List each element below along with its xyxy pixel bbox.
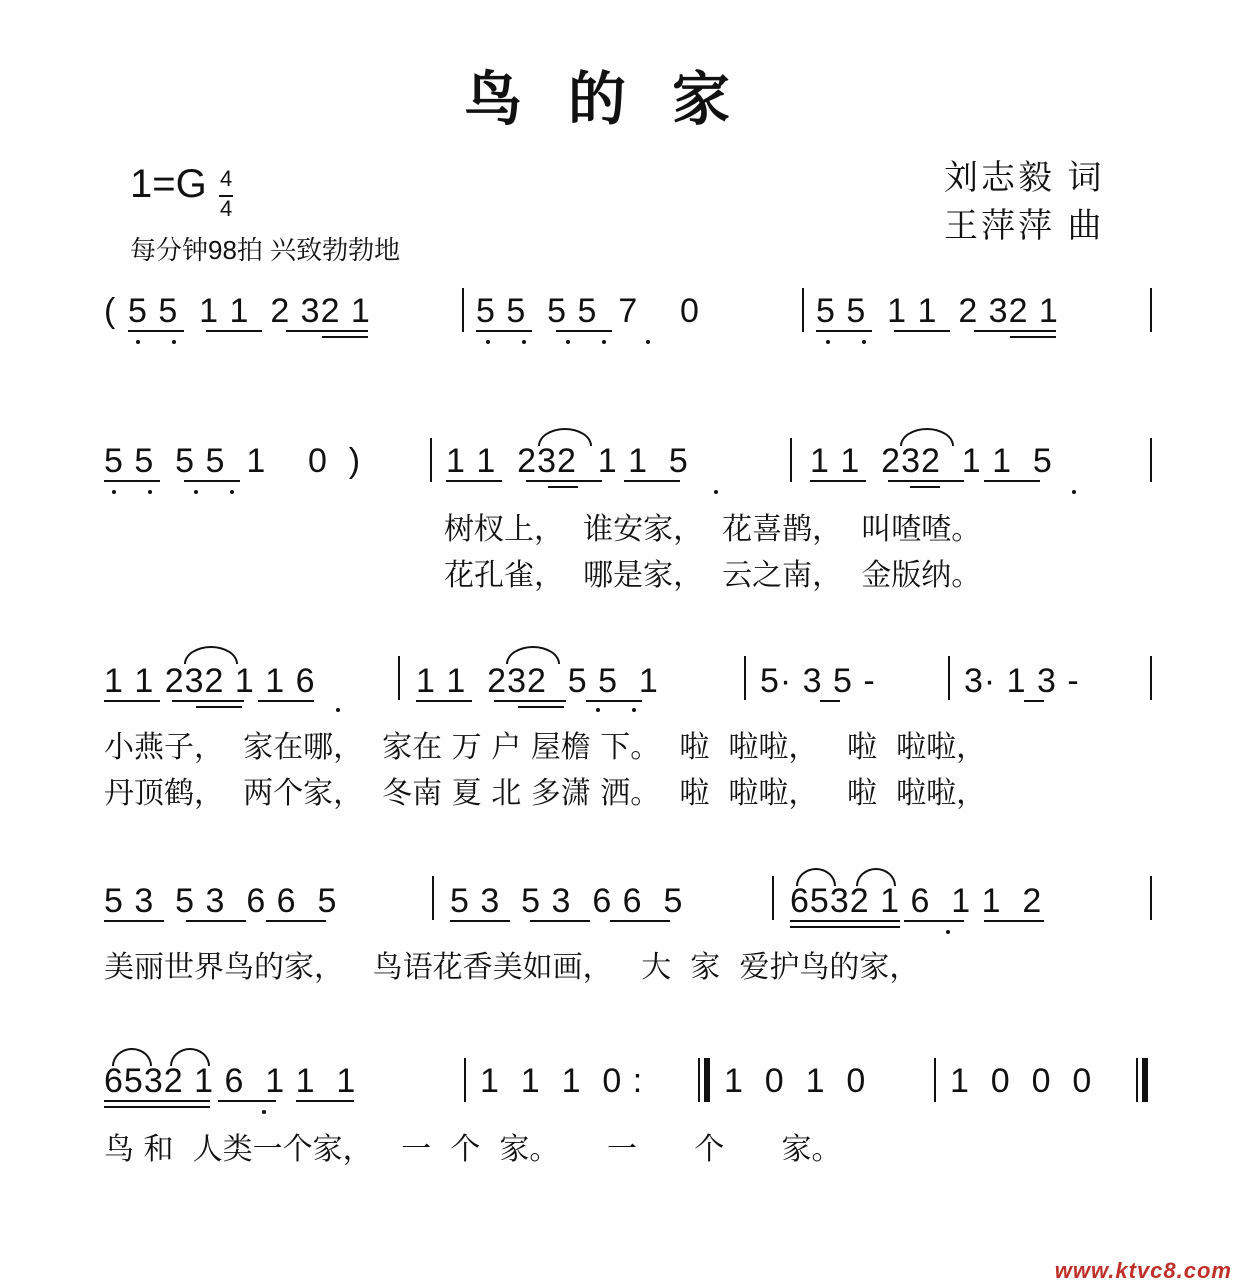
underline (984, 920, 1044, 922)
underline (206, 330, 262, 332)
measure-15: 1 1 1 0 : (480, 1062, 644, 1100)
open-paren: ( (104, 292, 117, 330)
measure-11: 5 3 5 3 6 6 5 (104, 882, 338, 920)
lyrics-verse-1: 鸟 和 人类一个家， 一 个 家。 一 个 家。 (104, 1132, 842, 1167)
slur (856, 868, 896, 886)
underline (624, 480, 680, 482)
low-octave-dot (172, 340, 176, 344)
low-octave-dot (486, 340, 490, 344)
underline (494, 700, 566, 702)
underline (196, 706, 242, 708)
low-octave-dot (522, 340, 526, 344)
bar-line (772, 876, 774, 920)
underline (258, 700, 314, 702)
underline (476, 330, 532, 332)
bar-line (1150, 438, 1152, 482)
underline (790, 926, 900, 928)
measure-17: 1 0 0 0 (950, 1062, 1093, 1100)
low-octave-dot (946, 930, 950, 934)
measure-5: 1 1 232 1 1 5 (446, 442, 689, 480)
low-octave-dot (714, 490, 718, 494)
bar-line (790, 438, 792, 482)
final-bar-thick (1142, 1058, 1148, 1102)
underline (128, 330, 184, 332)
low-octave-dot (230, 490, 234, 494)
underline (416, 700, 472, 702)
low-octave-dot (136, 340, 140, 344)
underline (218, 1100, 276, 1102)
song-title: 鸟的家 (463, 65, 776, 133)
underline (1010, 336, 1056, 338)
measure-2: 5 5 5 5 7 0 (476, 292, 700, 330)
underline (984, 480, 1040, 482)
underline (104, 1106, 210, 1108)
underline (526, 480, 602, 482)
repeat-bar-thin (698, 1058, 700, 1102)
underline (518, 706, 564, 708)
underline (296, 1100, 354, 1102)
slur (184, 646, 238, 664)
underline (548, 486, 578, 488)
low-octave-dot (862, 340, 866, 344)
key-signature: 1=G (130, 162, 207, 206)
bar-line (432, 876, 434, 920)
low-octave-dot (1072, 490, 1076, 494)
bar-line (1150, 656, 1152, 700)
low-octave-dot (646, 340, 650, 344)
bar-line (744, 656, 746, 700)
measure-8: 1 1 232 5 5 1 (416, 662, 659, 700)
lyrics-verse-2: 花孔雀， 哪是家， 云之南， 金版纳。 (444, 558, 982, 593)
slur (112, 1048, 152, 1066)
measure-13: 6532 1 6 1 1 2 (790, 882, 1043, 920)
lyricist-credit: 刘志毅 词 (944, 159, 1105, 197)
slur (170, 1048, 210, 1066)
underline (322, 336, 368, 338)
lyrics-verse-1: 小燕子， 家在哪， 家在 万 户 屋檐 下。 啦 啦啦， 啦 啦啦， (104, 730, 987, 765)
bar-line (934, 1058, 936, 1102)
measure-1: 5 5 1 1 2 32 1 (128, 292, 371, 330)
measure-16: 1 0 1 0 (724, 1062, 867, 1100)
measure-9: 5· 3 5 - (760, 662, 876, 700)
low-octave-dot (632, 708, 636, 712)
underline (904, 920, 964, 922)
final-bar-thin (1136, 1058, 1138, 1102)
underline (610, 920, 670, 922)
underline (446, 480, 502, 482)
measure-4: 5 5 5 5 1 0 ) (104, 442, 362, 480)
tempo-marking: 每分钟98拍 兴致勃勃地 (130, 235, 401, 265)
low-octave-dot (596, 708, 600, 712)
underline (530, 920, 590, 922)
time-signature-bottom: 4 (220, 196, 233, 221)
slur (538, 428, 592, 446)
underline (104, 700, 160, 702)
underline (172, 700, 244, 702)
measure-7: 1 1 232 1 1 6 (104, 662, 316, 700)
repeat-bar-thick (704, 1058, 710, 1102)
underline (450, 920, 510, 922)
underline (1024, 700, 1044, 702)
bar-line (1150, 876, 1152, 920)
low-octave-dot (262, 1110, 266, 1114)
bar-line (430, 438, 432, 482)
underline (184, 480, 240, 482)
slur (506, 646, 560, 664)
bar-line (948, 656, 950, 700)
low-octave-dot (336, 708, 340, 712)
lyrics-verse-2: 丹顶鹤， 两个家， 冬南 夏 北 多潇 洒。 啦 啦啦， 啦 啦啦， (104, 776, 987, 811)
underline (586, 700, 642, 702)
time-signature-top: 4 (220, 166, 233, 191)
composer-credit: 王萍萍 曲 (944, 207, 1105, 245)
low-octave-dot (194, 490, 198, 494)
measure-6: 1 1 232 1 1 5 (810, 442, 1053, 480)
measure-3: 5 5 1 1 2 32 1 (816, 292, 1059, 330)
measure-10: 3· 1 3 - (964, 662, 1080, 700)
low-octave-dot (602, 340, 606, 344)
underline (820, 700, 840, 702)
low-octave-dot (826, 340, 830, 344)
underline (790, 920, 900, 922)
bar-line (398, 656, 400, 700)
low-octave-dot (112, 490, 116, 494)
underline (974, 330, 1056, 332)
lyrics-verse-1: 树杈上， 谁安家， 花喜鹊， 叫喳喳。 (444, 512, 982, 547)
site-watermark: www.ktvc8.com (1054, 1258, 1232, 1283)
slur (796, 868, 836, 886)
low-octave-dot (148, 490, 152, 494)
underline (104, 920, 164, 922)
underline (286, 330, 368, 332)
bar-line (464, 1058, 466, 1102)
slur (900, 428, 954, 446)
lyrics-verse-1: 美丽世界鸟的家， 鸟语花香美如画， 大 家 爱护鸟的家， (104, 950, 920, 985)
underline (104, 480, 160, 482)
underline (266, 920, 326, 922)
measure-12: 5 3 5 3 6 6 5 (450, 882, 684, 920)
underline (816, 330, 872, 332)
bar-line (462, 288, 464, 332)
underline (910, 486, 940, 488)
underline (104, 1100, 210, 1102)
bar-line (802, 288, 804, 332)
underline (556, 330, 612, 332)
underline (894, 330, 950, 332)
low-octave-dot (566, 340, 570, 344)
measure-14: 6532 1 6 1 1 1 (104, 1062, 357, 1100)
underline (810, 480, 866, 482)
underline (186, 920, 246, 922)
bar-line (1150, 288, 1152, 332)
underline (888, 480, 964, 482)
